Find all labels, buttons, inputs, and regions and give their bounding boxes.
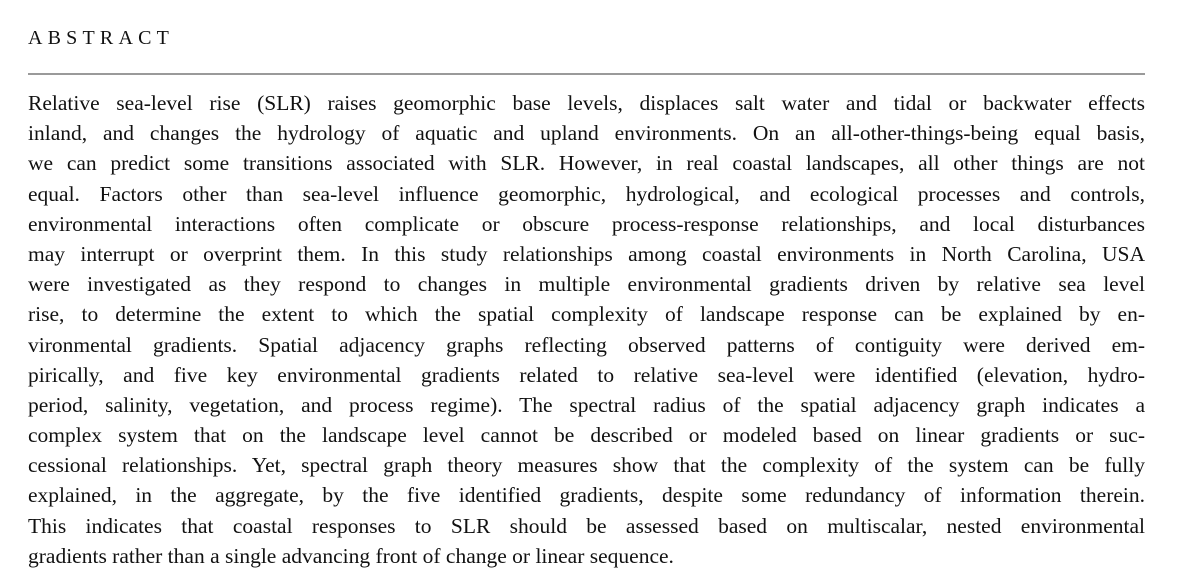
abstract-line: period, salinity, vegetation, and process regime). The spectral radius of the spatial adjacency graph indicates a xyxy=(28,392,1145,417)
abstract-heading: ABSTRACT xyxy=(28,27,175,49)
abstract-line: pirically, and five key environmental gradients related to relative sea-level were identified (elevation, hydro- xyxy=(28,362,1145,387)
abstract-line: equal. Factors other than sea-level influence geomorphic, hydrological, and ecological processes and controls, xyxy=(28,181,1145,206)
abstract-line: complex system that on the landscape level cannot be described or modeled based on linear gradients or suc- xyxy=(28,423,1145,448)
abstract-line: inland, and changes the hydrology of aquatic and upland environments. On an all-other-things-being equal basis, xyxy=(28,121,1145,146)
abstract-line: environmental interactions often complicate or obscure process-response relationships, and local disturbances xyxy=(28,211,1145,236)
abstract-line: vironmental gradients. Spatial adjacency graphs reflecting observed patterns of contiguity were derived em- xyxy=(28,332,1145,357)
heading-divider xyxy=(28,73,1145,75)
abstract-line: gradients rather than a single advancing front of change or linear sequence. xyxy=(28,543,674,568)
abstract-line: Relative sea-level rise (SLR) raises geomorphic base levels, displaces salt water and tidal or backwater effects xyxy=(28,91,1145,115)
abstract-line: we can predict some transitions associated with SLR. However, in real coastal landscapes, all other things are not xyxy=(28,151,1145,176)
abstract-line: rise, to determine the extent to which the spatial complexity of landscape response can be explained by en- xyxy=(28,302,1145,327)
abstract-line: were investigated as they respond to changes in multiple environmental gradients driven by relative sea level xyxy=(28,272,1145,297)
abstract-line: This indicates that coastal responses to SLR should be assessed based on multiscalar, nested environmental xyxy=(28,513,1145,538)
abstract-body xyxy=(28,88,1145,571)
abstract-line: may interrupt or overprint them. In this study relationships among coastal environments in North Carolina, USA xyxy=(28,241,1145,266)
abstract-line: cessional relationships. Yet, spectral graph theory measures show that the complexity of the system can be fully xyxy=(28,453,1145,478)
abstract-line: explained, in the aggregate, by the five identified gradients, despite some redundancy of information therein. xyxy=(28,483,1145,508)
